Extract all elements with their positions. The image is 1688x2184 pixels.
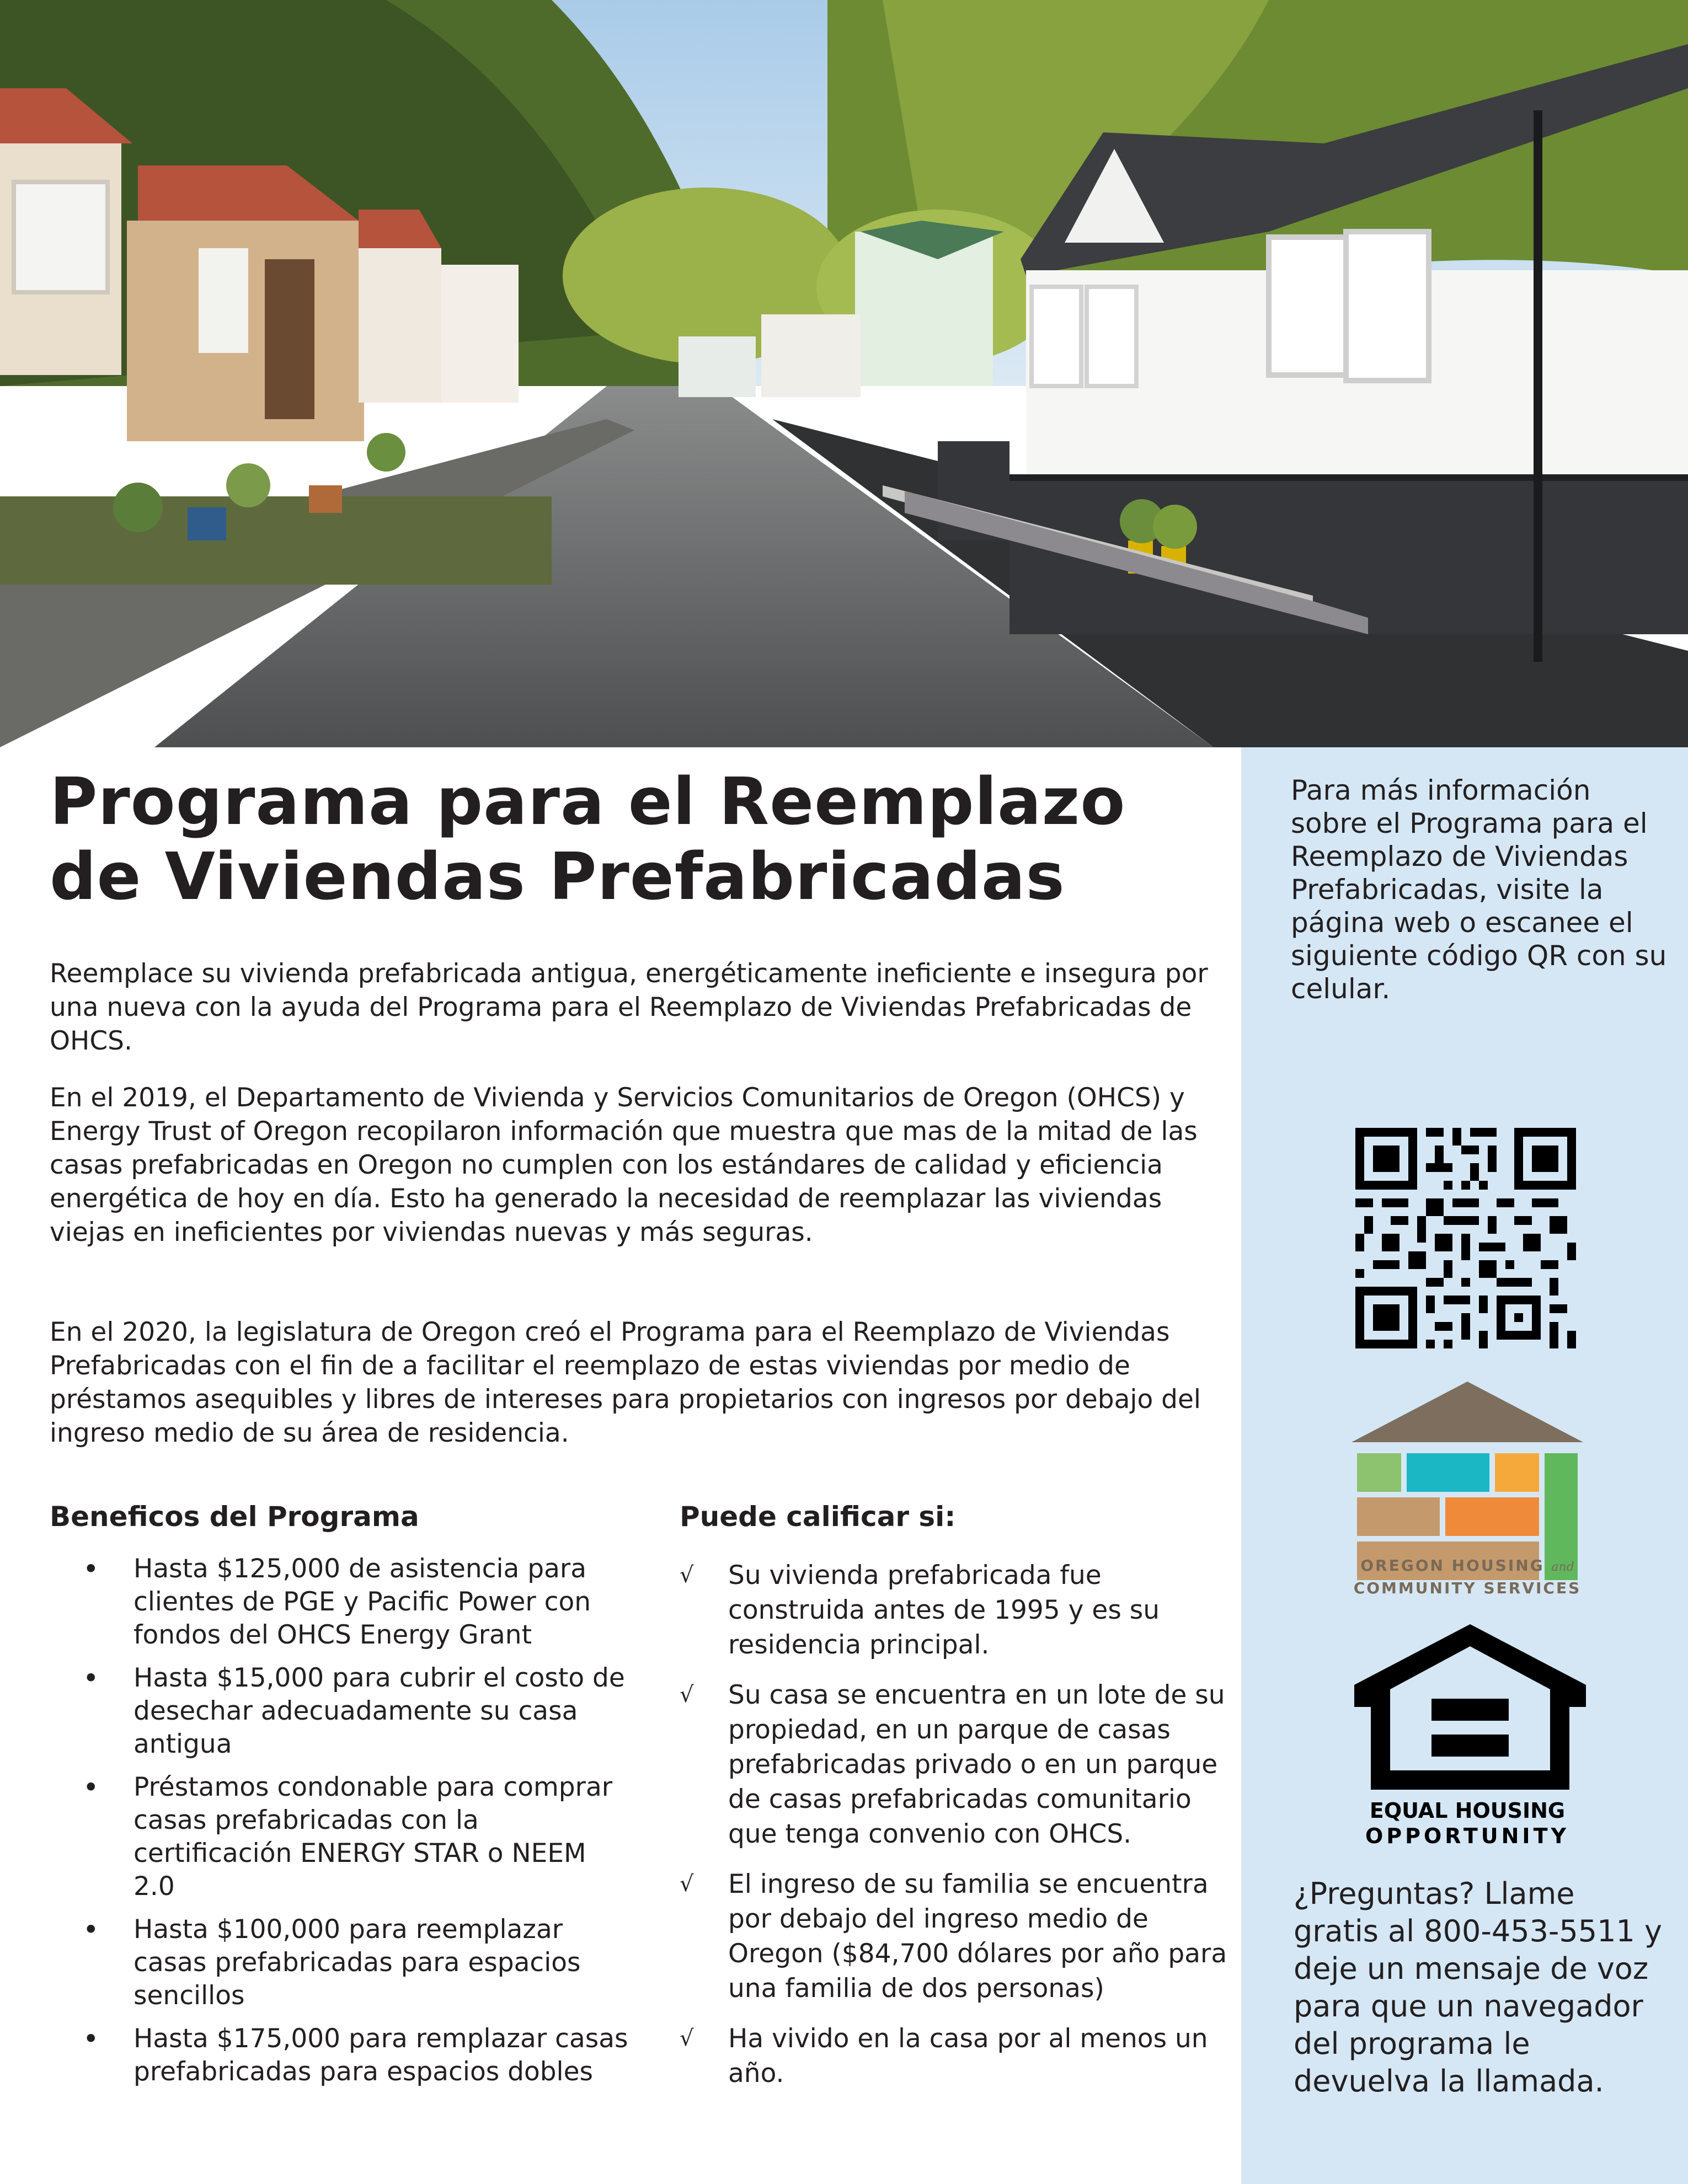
paragraph-2019: En el 2019, el Departamento de Vivienda y Servicios Comunitarios de Oregon (OHCS) y Energy Trust of Oregon recopilaron información que muestra que mas de la mitad de las casas prefabricadas en Oregon no cumplen con los estándares de calidad y eficiencia energética de hoy en día. Esto ha generado la necesidad de reemplazar las viviendas viejas en ineficientes por viviendas nuevas y más seguras. [50,1083,1198,1248]
qualify-item: √ Su vivienda prefabricada fue construida antes de 1995 y es su residencia principal. [680,1558,1231,1662]
title-line-1: Programa para el Reemplazo [50,763,1126,839]
title-line-2: de Viviendas Prefabricadas [50,838,1065,914]
eho-line-2: OPPORTUNITY [1365,1824,1570,1848]
hero-photo [0,0,1688,747]
ohcs-and: and [1551,1560,1574,1574]
benefit-item: • Hasta $100,000 para reemplazar casas prefabricadas para espacios sencillos [77,1913,629,2012]
qualify-list [680,1558,1231,2106]
ohcs-wordmark [1343,1555,1591,1599]
intro-paragraph: Reemplace su vivienda prefabricada antigua, energéticamente ineficiente e insegura por una nueva con la ayuda del Programa para el Reemplazo de Viviendas Prefabricadas de OHCS. [50,959,1208,1056]
benefits-heading: Beneficos del Programa [50,1501,419,1533]
qualify-item: √ Su casa se encuentra en un lote de su propiedad, en un parque de casas prefabricadas privado o en un parque de casas prefabricadas comunitario que tenga convenio con OHCS. [680,1678,1231,1851]
paragraph-2020: En el 2020, la legislatura de Oregon creó el Programa para el Reemplazo de Viviendas Prefabricadas con el fin de a facilitar el reemplazo de estas viviendas por medio de préstamos asequibles y libres de intereses para propietarios con ingresos por debajo del ingreso medio de su área de residencia. [50,1317,1201,1448]
benefit-item: • Hasta $15,000 para cubrir el costo de desechar adecuadamente su casa antigua [77,1662,629,1761]
eho-line-1: EQUAL HOUSING [1369,1798,1566,1823]
benefit-item: • Préstamos condonable para comprar casas prefabricadas con la certificación ENERGY STAR o NEEM 2.0 [77,1771,629,1903]
sidebar [1241,747,1688,2184]
qualify-item: √ Ha vivido en la casa por al menos un año. [680,2021,1231,2091]
equal-housing-wordmark [1338,1798,1597,1849]
benefit-item: • Hasta $125,000 de asistencia para clientes de PGE y Pacific Power con fondos del OHCS Energy Grant [77,1553,629,1652]
manufactured-homes-street-image [0,0,1688,747]
page-title [50,764,1225,914]
contact-text: ¿Preguntas? Llame gratis al 800-453-5511 y deje un mensaje de voz para que un navegador del programa le devuelva la llamada. [1294,1876,1662,2099]
more-info-text: Para más información sobre el Programa para el Reemplazo de Viviendas Prefabricadas, visite la página web o escanee el siguiente código QR con su celular. [1291,774,1667,1005]
qr-code-icon[interactable] [1355,1128,1576,1348]
qualify-heading: Puede calificar si: [680,1501,956,1533]
benefit-item: • Hasta $175,000 para remplazar casas prefabricadas para espacios dobles [77,2022,629,2089]
benefits-list [77,1553,629,2099]
qualify-item: √ El ingreso de su familia se encuentra por debajo del ingreso medio de Oregon ($84,700 dólares por año para una familia de dos personas) [680,1867,1231,2006]
equal-housing-house-icon [1354,1624,1586,1790]
ohcs-line-1: OREGON HOUSING [1360,1556,1545,1575]
ohcs-line-2: COMMUNITY SERVICES [1353,1579,1582,1597]
